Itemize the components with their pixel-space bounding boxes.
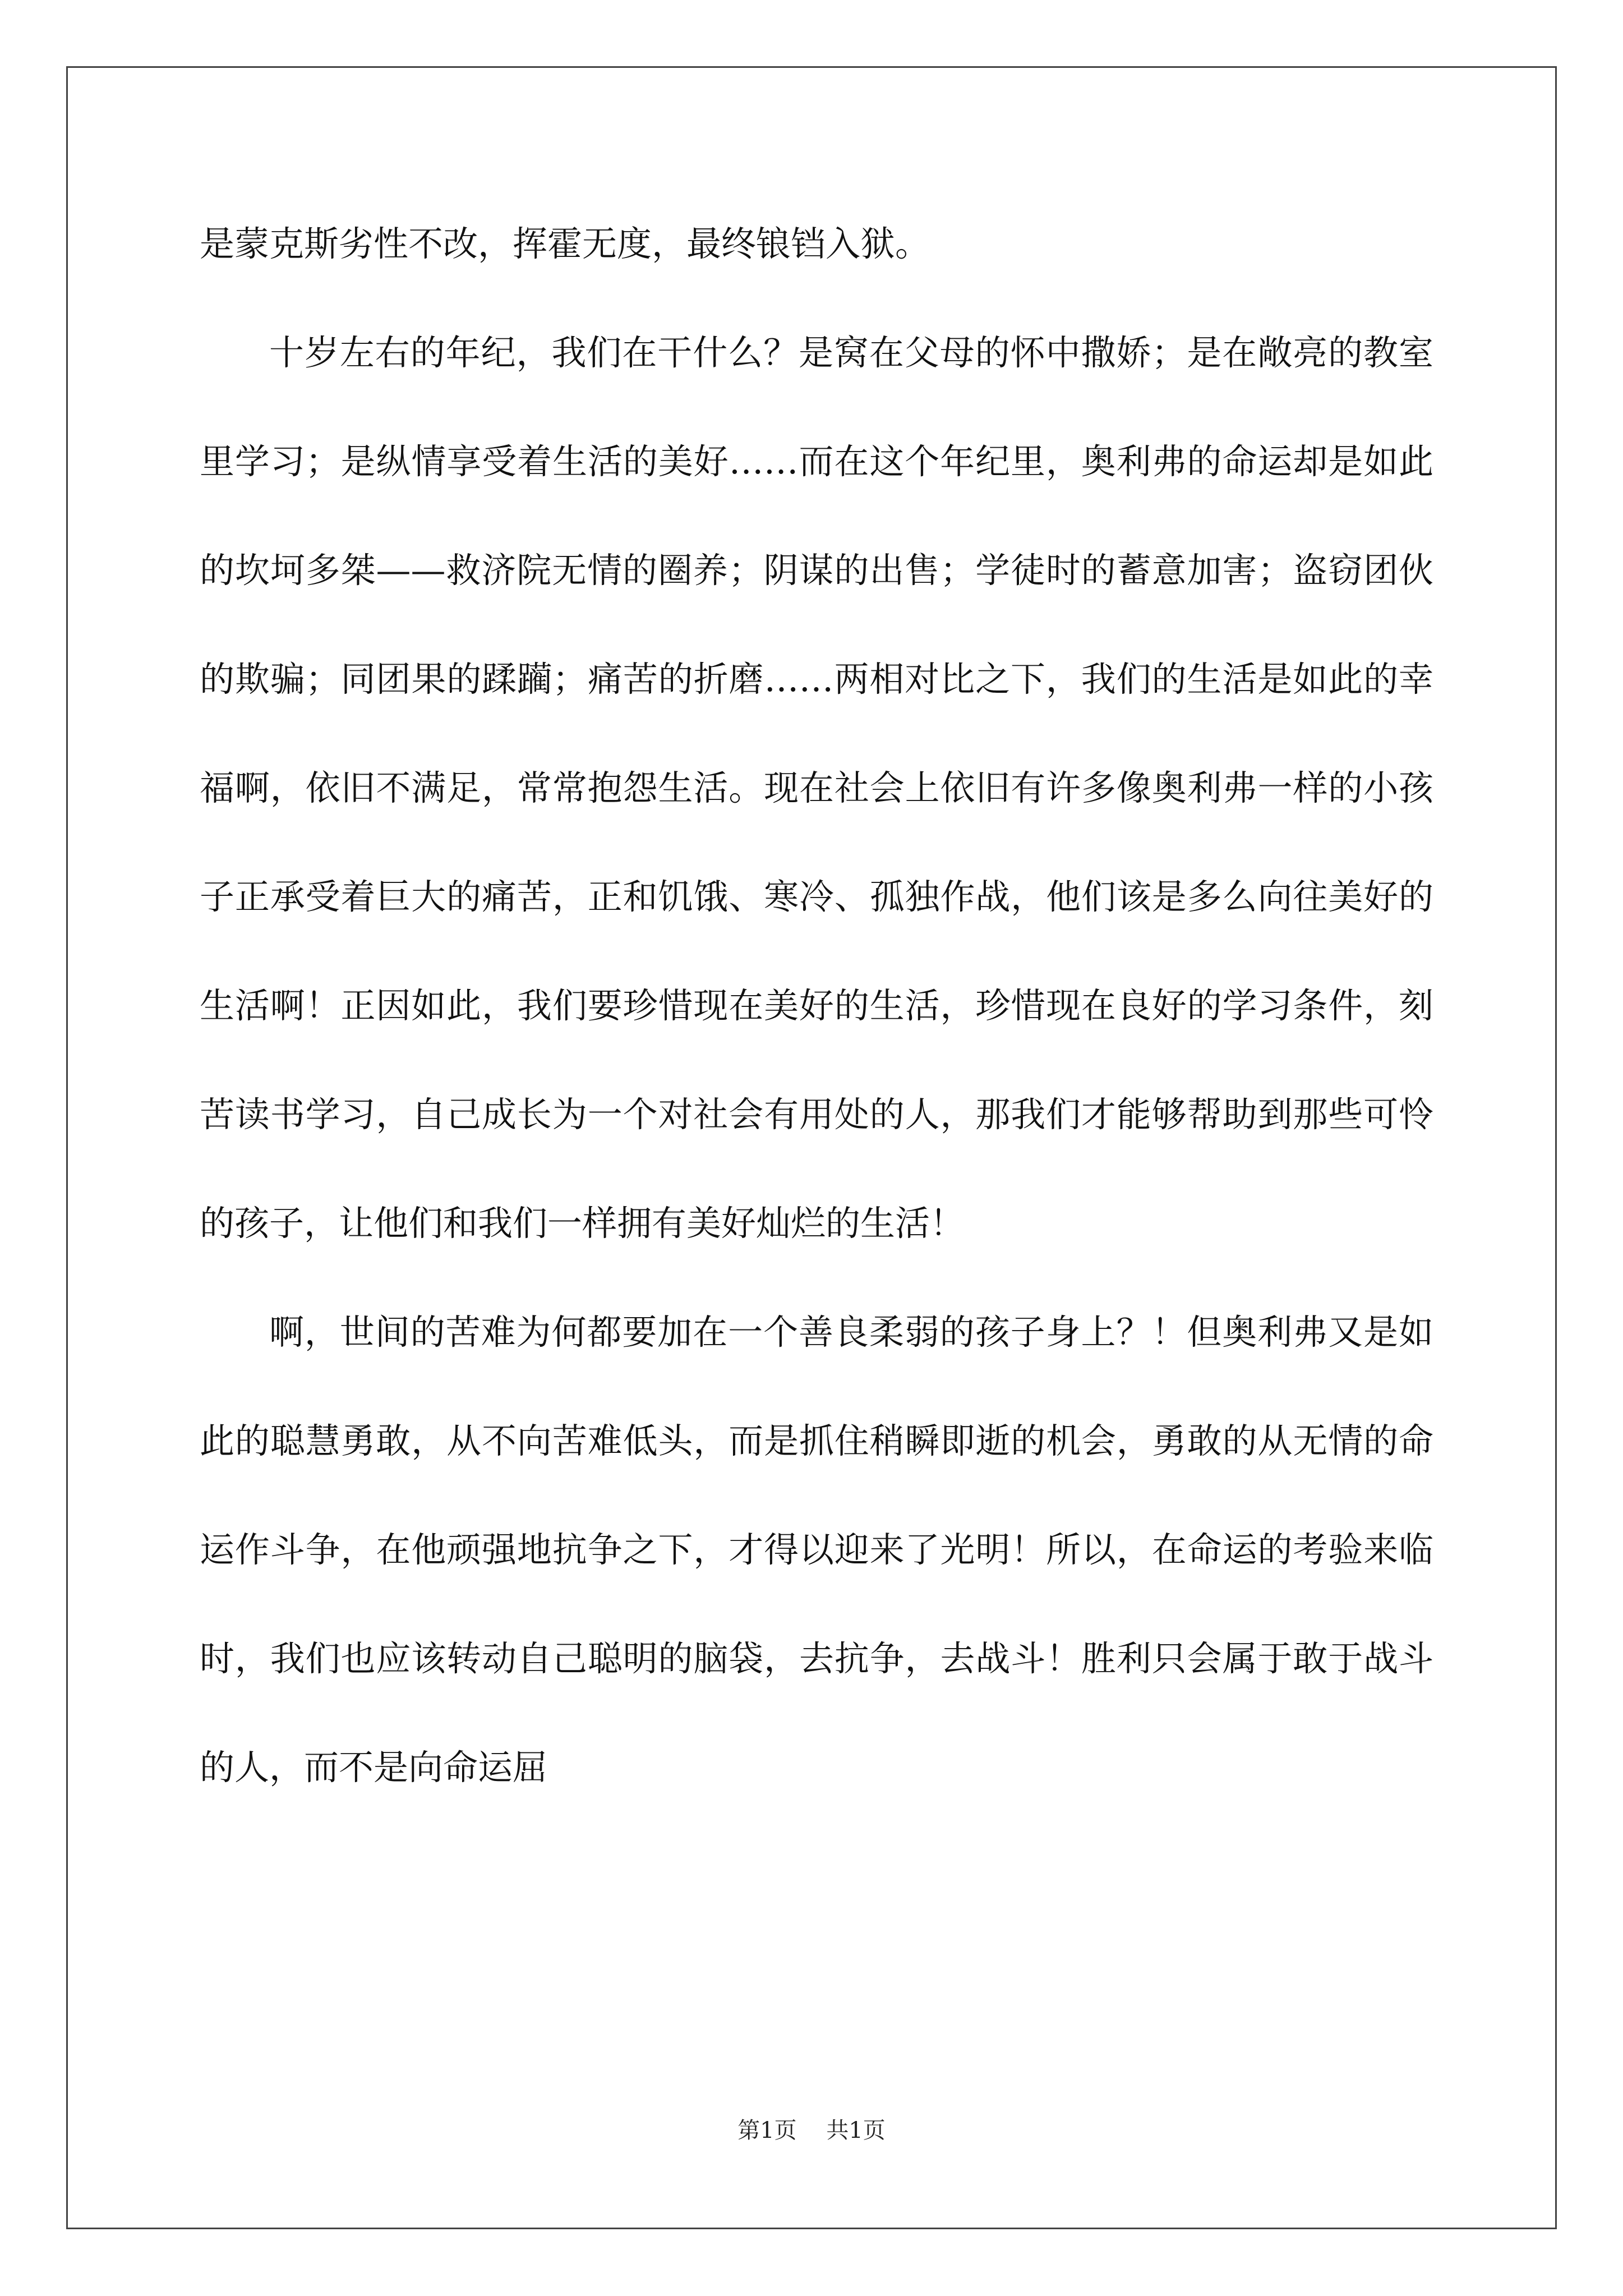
paragraph-1: 是蒙克斯劣性不改，挥霍无度，最终锒铛入狱。 bbox=[200, 223, 930, 264]
page-number: 第1页 bbox=[737, 2118, 797, 2143]
document-body bbox=[200, 190, 1433, 1822]
paragraph-3: 啊，世间的苦难为何都要加在一个善良柔弱的孩子身上？！但奥利弗又是如此的聪慧勇敢，从不向苦难低头，而是抓住稍瞬即逝的机会，勇敢的从无情的命运作斗争，在他顽强地抗争之下，才得以迎来了光明！所以，在命运的考验来临时，我们也应该转动自己聪明的脑袋，去抗争，去战斗！胜利只会属于敢于战斗的人，而不是向命运屈 bbox=[200, 1312, 1433, 1788]
page-footer bbox=[0, 2113, 1623, 2145]
paragraph-2: 十岁左右的年纪，我们在干什么？是窝在父母的怀中撒娇；是在敞亮的教室里学习；是纵情享受着生活的美好……而在这个年纪里，奥利弗的命运却是如此的坎坷多桀——救济院无情的圈养；阴谋的出售；学徒时的蓄意加害；盗窃团伙的欺骗；同团果的蹂躏；痛苦的折磨……两相对比之下，我们的生活是如此的幸福啊，依旧不满足，常常抱怨生活。现在社会上依旧有许多像奥利弗一样的小孩子正承受着巨大的痛苦，正和饥饿、寒冷、孤独作战，他们该是多么向往美好的生活啊！正因如此，我们要珍惜现在美好的生活，珍惜现在良好的学习条件，刻苦读书学习，自己成长为一个对社会有用处的人，那我们才能够帮助到那些可怜的孩子，让他们和我们一样拥有美好灿烂的生活！ bbox=[200, 332, 1433, 1244]
page-total: 共1页 bbox=[826, 2118, 886, 2143]
